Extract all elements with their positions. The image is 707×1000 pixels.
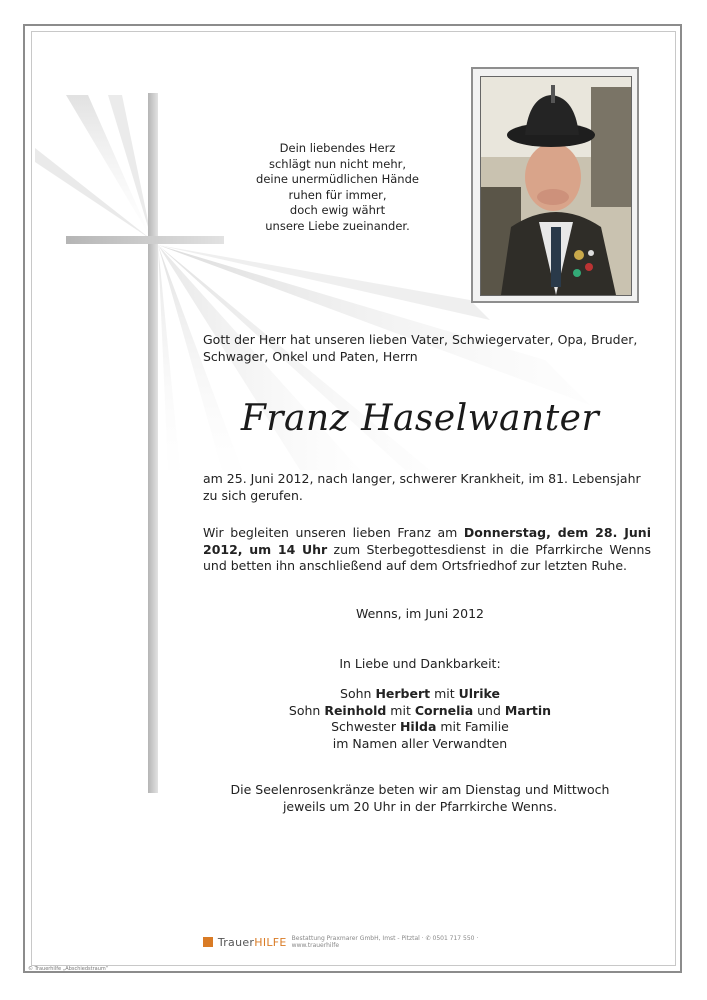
funeral-text: Wir begleiten unseren lieben Franz am [203, 525, 464, 540]
death-notice: am 25. Juni 2012, nach langer, schwerer Krankheit, im 81. Lebensjahr zu sich gerufen. [203, 471, 641, 503]
thanks-heading: In Liebe und Dankbarkeit: [339, 656, 501, 671]
portrait-frame [471, 67, 639, 303]
funeral-text: zum Sterbegottesdienst in die Pfarrkirche Wenns und betten ihn anschließend auf dem Ortsfriedhof zur letzten Ruhe. [203, 541, 651, 573]
funeral-date: Donnerstag, dem 28. Juni 2012, um 14 Uhr [203, 525, 651, 557]
family-list [250, 686, 590, 752]
portrait-illustration [481, 77, 631, 295]
place-date: Wenns, im Juni 2012 [355, 606, 485, 621]
family-name: Ulrike [458, 686, 500, 701]
family-line: im Namen aller Verwandten [332, 735, 508, 751]
family-name: Reinhold [324, 702, 387, 718]
intro-text: Gott der Herr hat unseren lieben Vater, Schwiegervater, Opa, Bruder, Schwager, Onkel und Paten, Herrn [203, 332, 638, 364]
brand-part: HILFE [254, 935, 287, 949]
image-credit: © Trauerhilfe „Abschiedstraum“ [28, 966, 109, 972]
relation-text: Schwester [331, 719, 400, 734]
relation-text: Sohn [340, 686, 376, 701]
family-name: Hilda [399, 719, 437, 734]
family-line [250, 719, 590, 736]
deceased-name: Franz Haselwanter [240, 398, 600, 439]
rosary-line: jeweils um 20 Uhr in der Pfarrkirche Wenns. [282, 798, 558, 814]
brand-name [218, 936, 287, 949]
family-line [250, 703, 590, 720]
poem-line: Dein liebendes Herz [279, 141, 396, 155]
rosary-notice [200, 782, 640, 815]
footer-info: Bestattung Praxmarer GmbH, Imst - Pitztal · ✆ 0501 717 550 · www.trauerhilfe [291, 935, 479, 949]
poem-line: unsere Liebe zueinander. [265, 218, 410, 233]
funeral-details [203, 525, 651, 575]
relation-text: mit [386, 702, 415, 718]
rosary-line: Die Seelenrosenkränze beten wir am Dienstag und Mittwoch [230, 782, 610, 797]
poem-line: ruhen für immer, [288, 187, 387, 202]
brand-part: Trauer [217, 935, 255, 949]
footer [203, 934, 523, 950]
poem-line: schlägt nun nicht mehr, [268, 156, 407, 171]
family-name: Cornelia [414, 702, 474, 718]
portrait-photo [480, 76, 632, 296]
poem-line: deine unermüdlichen Hände [256, 172, 419, 186]
poem-line: doch ewig währt [289, 203, 386, 217]
relation-text: mit Familie [436, 719, 509, 734]
family-line [250, 686, 590, 703]
family-name: Herbert [375, 686, 431, 701]
relation-text: und [473, 702, 505, 718]
relation-text: mit [430, 686, 459, 701]
family-name: Martin [504, 702, 552, 718]
poem [230, 141, 445, 234]
relation-text: Sohn [288, 702, 325, 718]
trauerhilfe-logo-icon [203, 937, 213, 947]
